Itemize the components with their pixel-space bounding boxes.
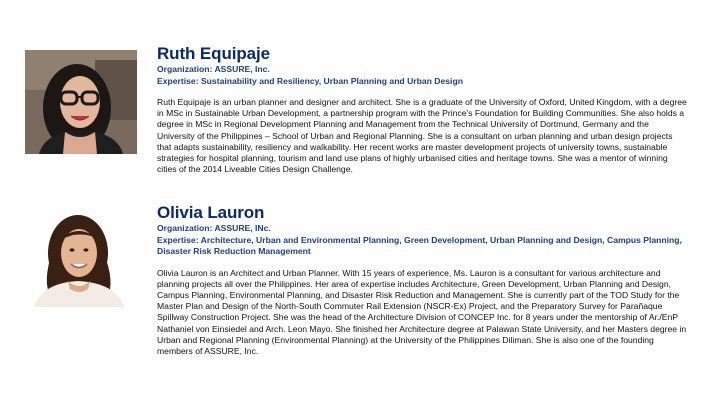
profile-bio: Ruth Equipaje is an urban planner and designer and architect. She is a graduate of the University of Oxford, United Kingdom, with a degree in MSc in Sustainable Urban Development, a partnership program with the Prince's Foundation for Building Communities. She also holds a degree in MSc in Regional Development Planning and Management from the Technical University of Dortmund, Germany and the University of the Philippines – School of Urban and Regional Planning. She is a consultant on urban planning and urban design projects that adapts sustainability, resiliency and walkability. Her recent works are master development projects of university towns, sustainable strategies for hospital planning, tourism and land use plans of highly urbanised cities and heritage towns. She was a mentor of winning cities of the 2014 Liveable Cities Design Challenge. bbox=[157, 97, 687, 175]
profile-organization: Organization: ASSURE, Inc. bbox=[157, 64, 270, 74]
profile-info bbox=[157, 44, 687, 175]
profile-expertise: Expertise: Sustainability and Resiliency, Urban Planning and Urban Design bbox=[157, 75, 463, 86]
profile-name: Olivia Lauron bbox=[157, 203, 265, 222]
profile-expertise: Expertise: Architecture, Urban and Environmental Planning, Green Development, Urban Planning and Design, Campus Planning, Disaster Risk Reduction Management bbox=[157, 234, 682, 256]
profile-info bbox=[157, 203, 687, 357]
profile-photo bbox=[25, 50, 137, 154]
profile-bio: Olivia Lauron is an Architect and Urban Planner. With 15 years of experience, Ms. Lauron is a consultant for various architecture and planning projects all over the Philippines. Her area of expertise includes Architecture, Green Development, Urban Planning and Design, Campus Planning, Environmental Planning, and Disaster Risk Reduction and Management. She is currently part of the TOD Study for the Master Plan and Design of the North-South Commuter Rail Extension (NSCR-Ex) Project, and the Preparatory Survey for Parañaque Spillway Construction Project. She was the head of the Architecture Division of CONCEP Inc. for 8 years under the mentorship of Ar./EnP Nathaniel von Einsiedel and Arch. Leon Mayo. She finished her Architecture degree at Palawan State University, and her Masters degree in Urban and Regional Planning (Environmental Planning) at the University of the Philippines Diliman. She is also one of the founding members of ASSURE, Inc. bbox=[157, 267, 687, 356]
profile-name: Ruth Equipaje bbox=[157, 44, 270, 63]
profile-photo bbox=[28, 209, 130, 307]
profile-organization: Organization: ASSURE, INc. bbox=[157, 223, 271, 233]
